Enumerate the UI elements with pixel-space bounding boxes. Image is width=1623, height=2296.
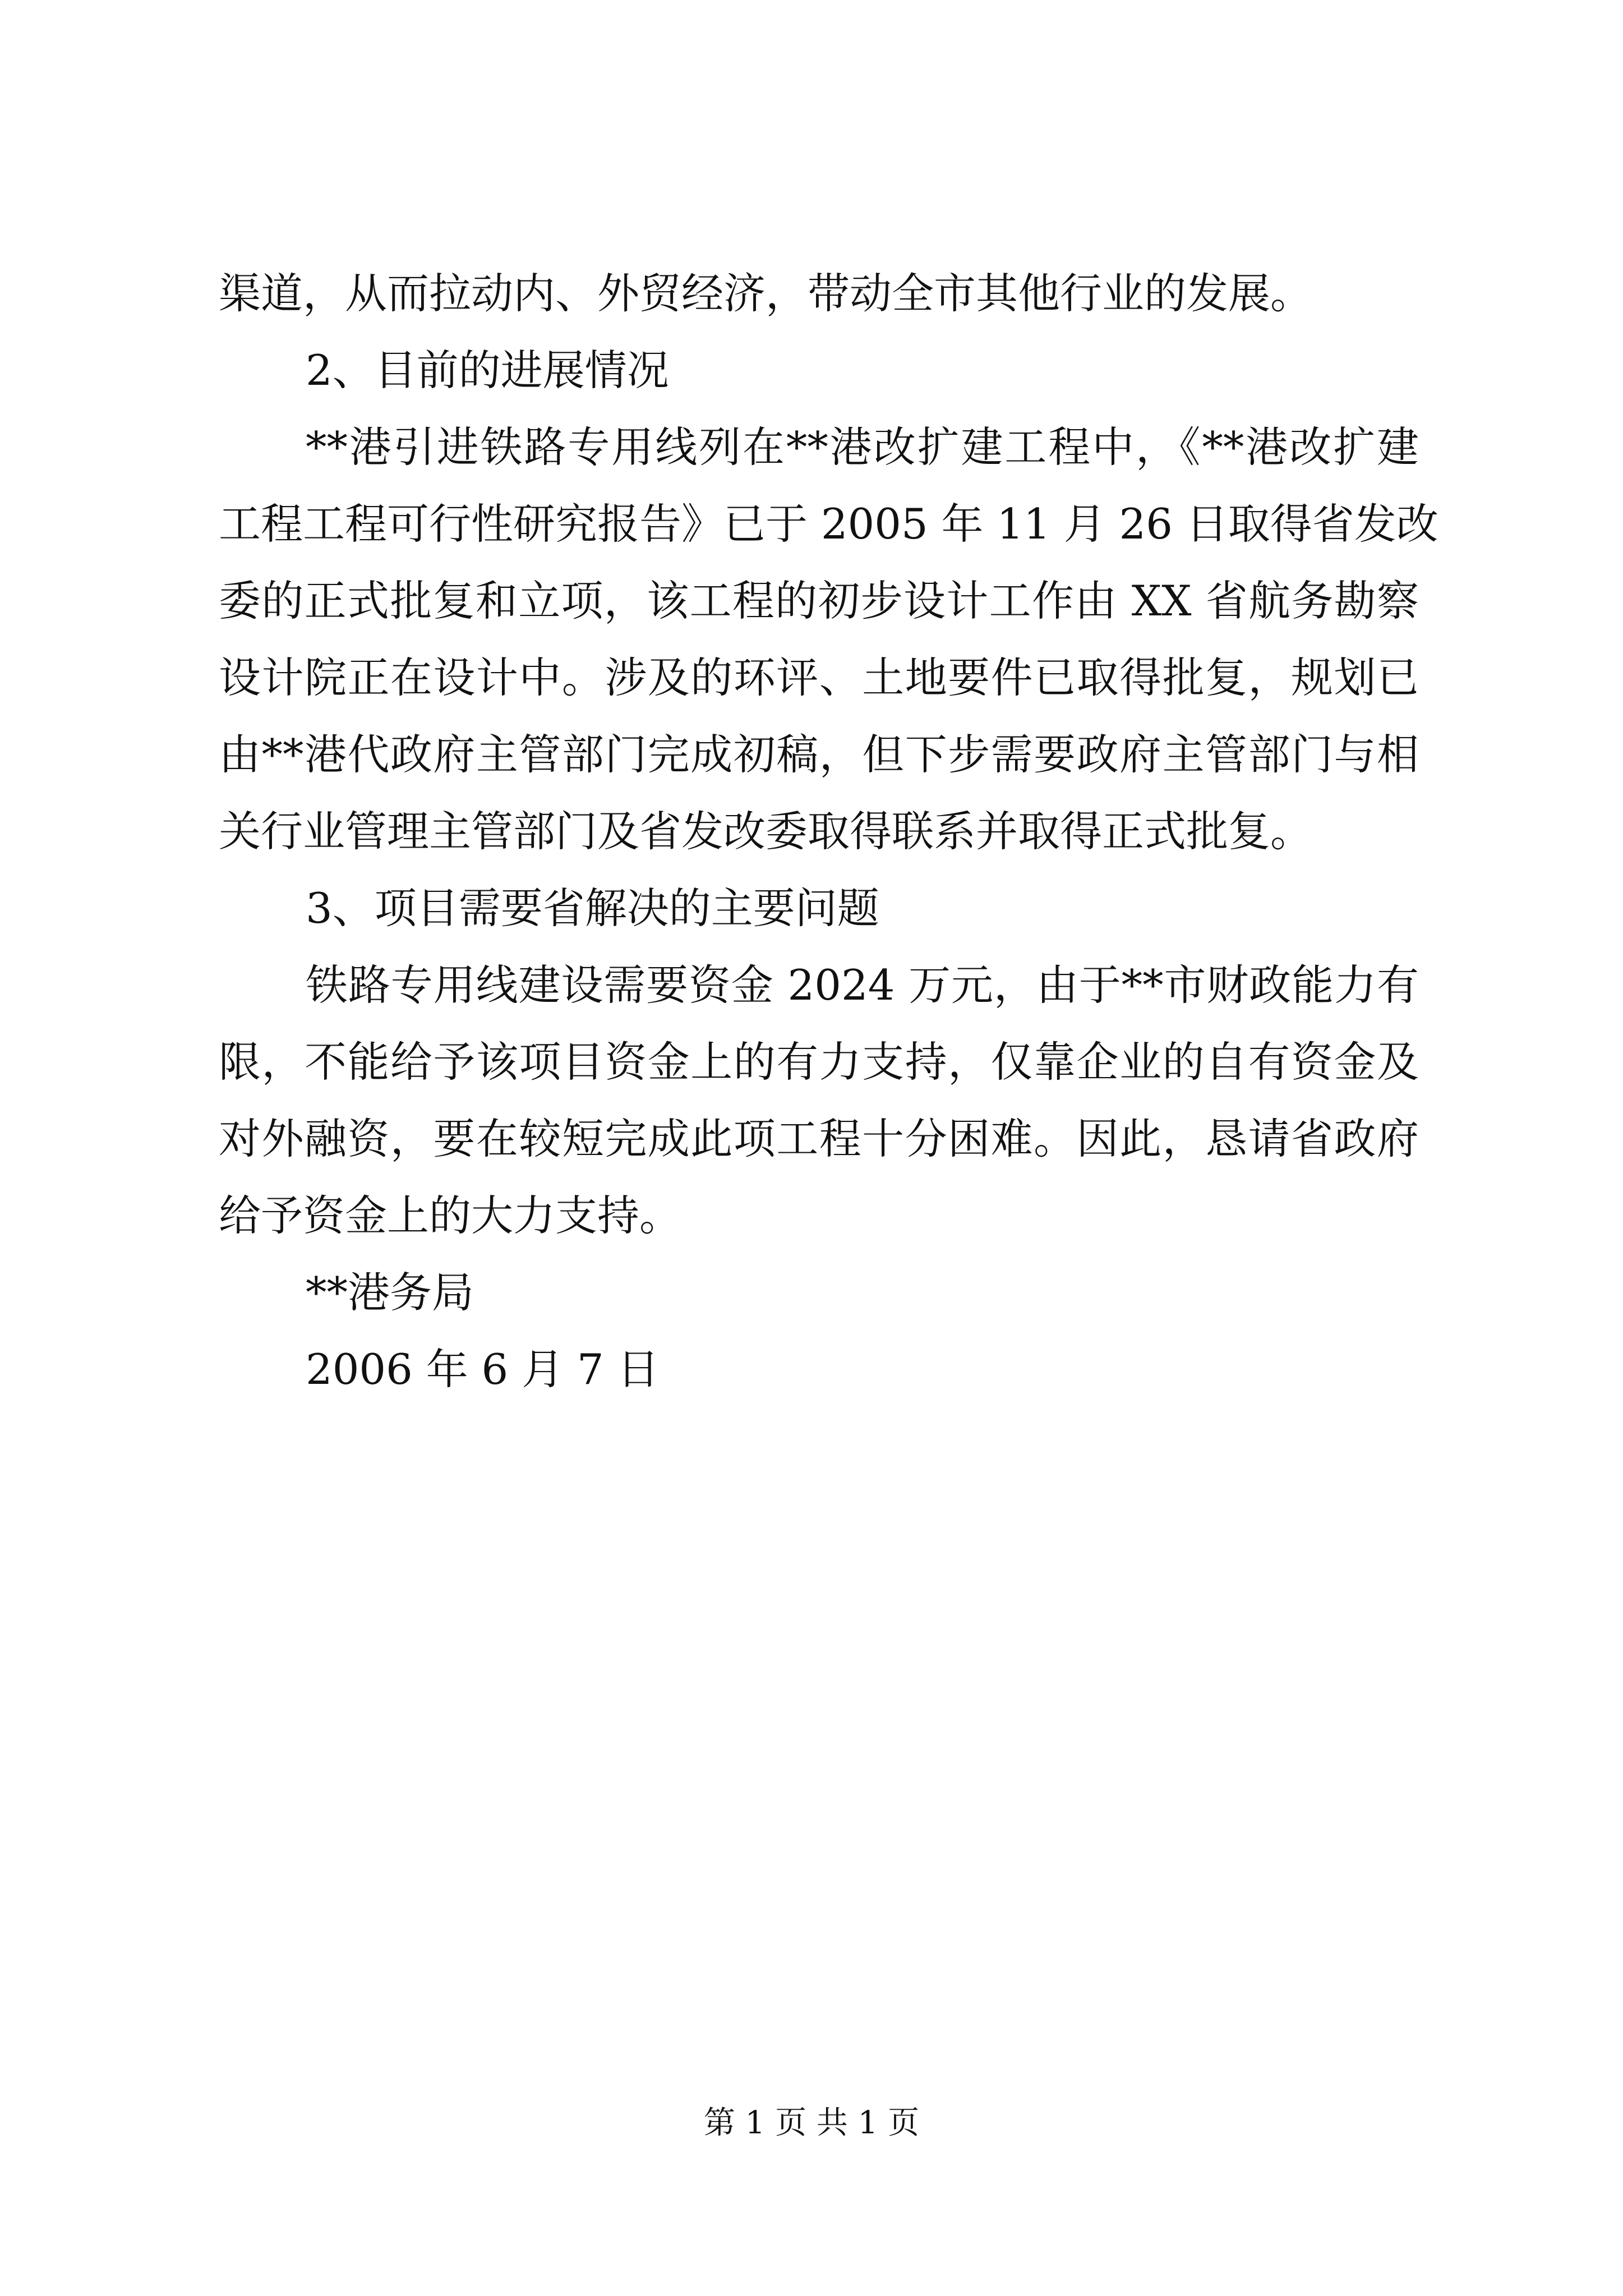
paragraph-progress-line-5: 由**港代政府主管部门完成初稿，但下步需要政府主管部门与相 [219,730,1419,779]
paragraph-issues-line-3: 对外融资，要在较短完成此项工程十分困难。因此，恳请省政府 [219,1114,1419,1163]
paragraph-continuation-line: 渠道，从而拉动内、外贸经济，带动全市其他行业的发展。 [219,269,1313,318]
signature-date: 2006 年 6 月 7 日 [306,1345,660,1394]
paragraph-progress-line-4: 设计院正在设计中。涉及的环评、土地要件已取得批复，规划已 [219,653,1419,702]
paragraph-issues-line-4: 给予资金上的大力支持。 [219,1191,682,1240]
paragraph-progress-line-6: 关行业管理主管部门及省发改委取得联系并取得正式批复。 [219,807,1313,856]
paragraph-progress-line-2: 工程工程可行性研究报告》已于 2005 年 11 月 26 日取得省发改 [219,499,1438,549]
paragraph-issues-line-1: 铁路专用线建设需要资金 2024 万元，由于**市财政能力有 [306,960,1419,1010]
signature-organization: **港务局 [306,1268,474,1317]
paragraph-issues-line-2: 限，不能给予该项目资金上的有力支持，仅靠企业的自有资金及 [219,1037,1419,1087]
page-number-footer: 第 1 页 共 1 页 [703,2105,920,2141]
paragraph-progress-line-1: **港引进铁路专用线列在**港改扩建工程中，《**港改扩建 [306,422,1419,472]
section-heading-issues: 3、项目需要省解决的主要问题 [306,884,879,933]
document-body [219,255,1438,1408]
paragraph-progress-line-3: 委的正式批复和立项，该工程的初步设计工作由 XX 省航务勘察 [219,576,1419,625]
section-heading-progress: 2、目前的进展情况 [306,346,669,395]
